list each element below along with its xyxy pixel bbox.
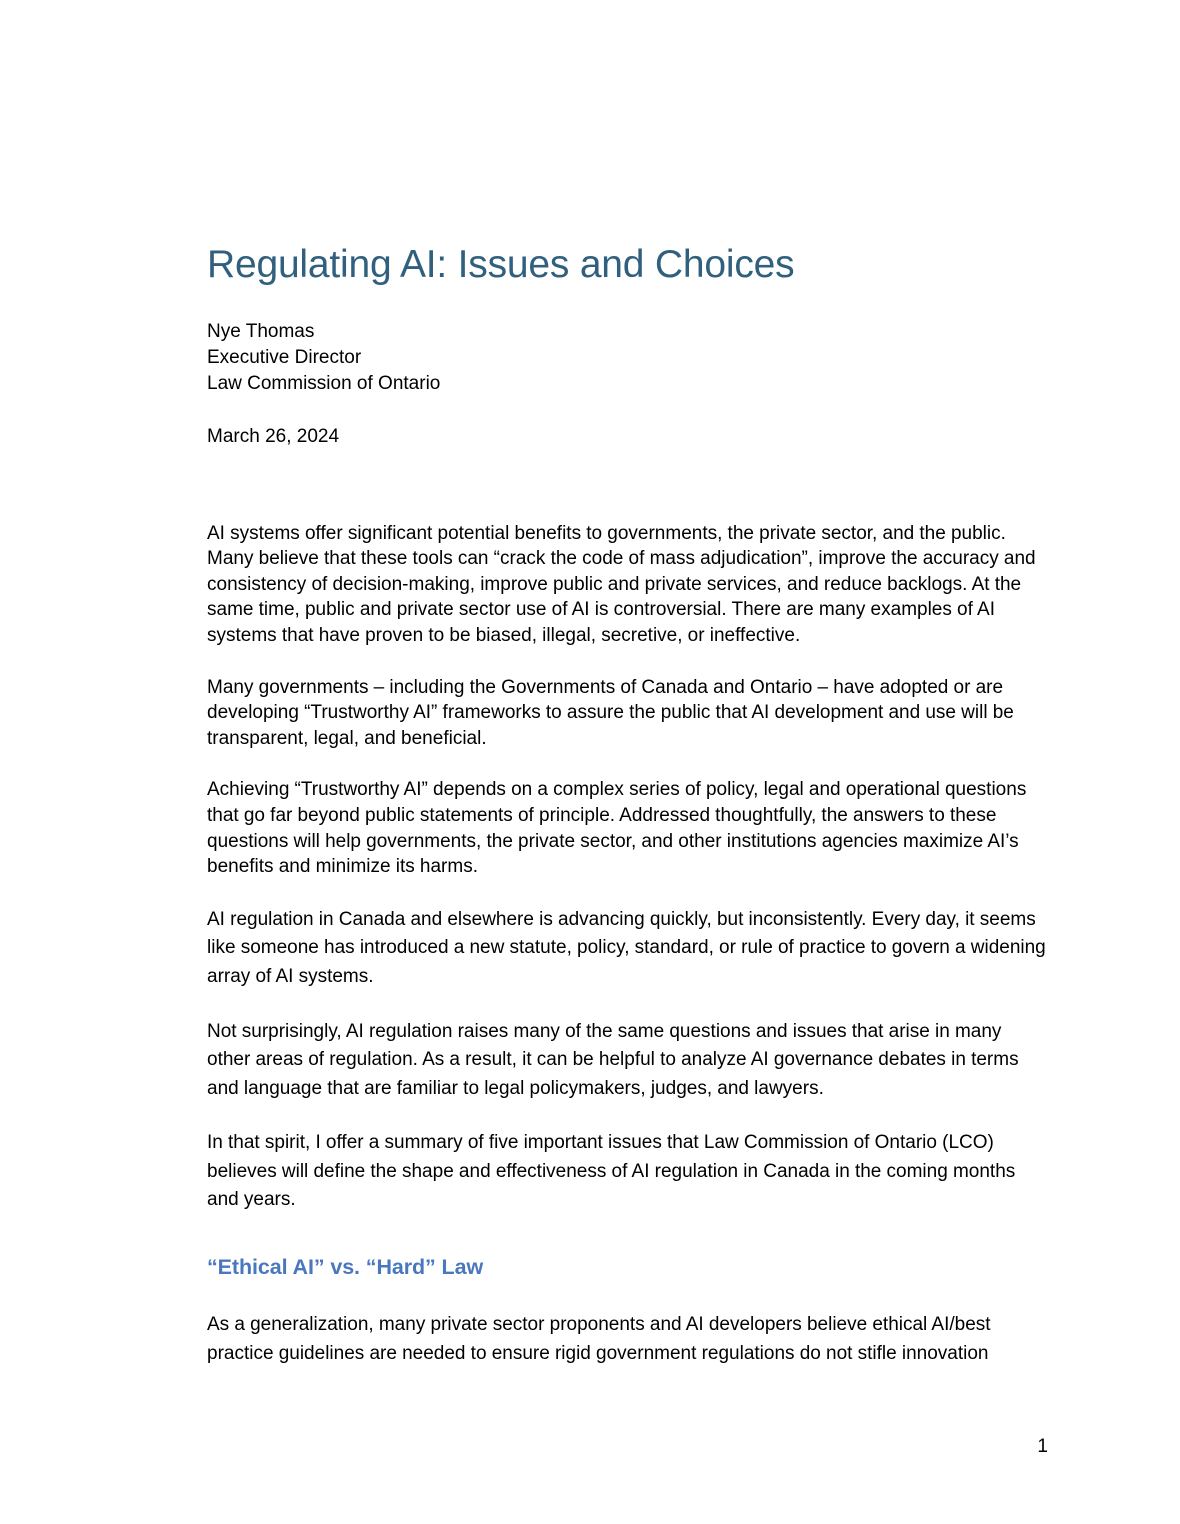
- byline-organization: Law Commission of Ontario: [207, 373, 441, 395]
- page-title: Regulating AI: Issues and Choices: [207, 243, 795, 286]
- document-content: [207, 0, 1047, 1394]
- paragraph: Many governments – including the Governments of Canada and Ontario – have adopted or are developing “Trustworthy AI” frameworks to assure the public that AI development and use will be transparent, legal, and beneficial.: [207, 676, 1014, 749]
- paragraph: Achieving “Trustworthy AI” depends on a complex series of policy, legal and operational questions that go far beyond public statements of principle. Addressed thoughtfully, the answers to these questions will help governments, the private sector, and other institutions agencies maximize AI’s benefits and minimize its harms.: [207, 779, 1027, 878]
- byline: [207, 319, 1047, 398]
- page-number: 1: [1037, 1436, 1048, 1457]
- byline-author: Nye Thomas: [207, 321, 315, 342]
- paragraph: AI regulation in Canada and elsewhere is advancing quickly, but inconsistently. Every day, it seems like someone has introduced a new statute, policy, standard, or rule of practice to govern a widening array of AI systems.: [207, 908, 1046, 987]
- document-date: March 26, 2024: [207, 425, 340, 447]
- section-heading-ethical-ai-vs-hard-law: “Ethical AI” vs. “Hard” Law: [207, 1255, 484, 1280]
- body-text: [207, 521, 1047, 1369]
- byline-role: Executive Director: [207, 347, 362, 369]
- paragraph: AI systems offer significant potential benefits to governments, the private sector, and the public. Many believe that these tools can “crack the code of mass adjudication”, improve the accuracy and consistency of decision-making, improve public and private services, and reduce backlogs. At the same time, public and private sector use of AI is controversial. There are many examples of AI systems that have proven to be biased, illegal, secretive, or ineffective.: [207, 522, 1036, 646]
- paragraph: Not surprisingly, AI regulation raises many of the same questions and issues that arise in many other areas of regulation. As a result, it can be helpful to analyze AI governance debates in terms and language that are familiar to legal policymakers, judges, and lawyers.: [207, 1020, 1019, 1099]
- paragraph: As a generalization, many private sector proponents and AI developers believe ethical AI/best practice guidelines are needed to ensure rigid government regulations do not stifle innovation: [207, 1314, 991, 1364]
- paragraph: In that spirit, I offer a summary of five important issues that Law Commission of Ontario (LCO) believes will define the shape and effectiveness of AI regulation in Canada in the coming months and years.: [207, 1132, 1016, 1211]
